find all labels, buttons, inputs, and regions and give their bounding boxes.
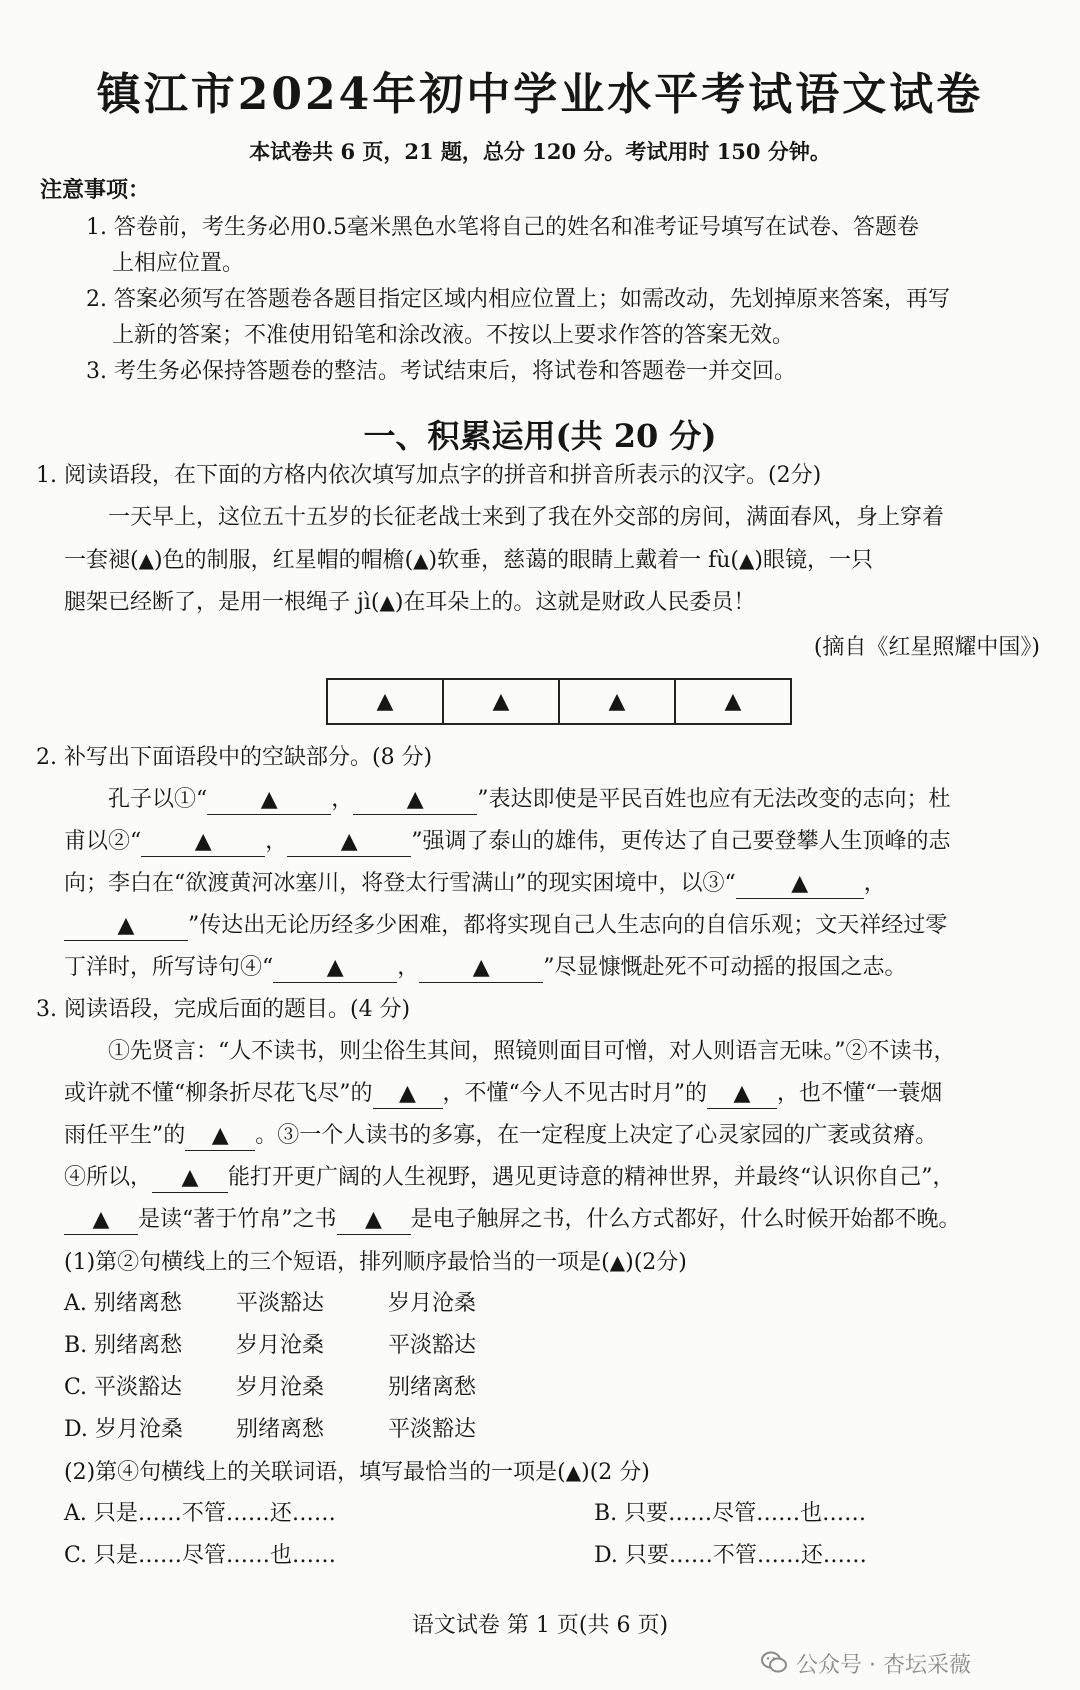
q2-stem: 2. 补写出下面语段中的空缺部分。(8 分) [36,745,433,770]
fill-blank: ▲ [185,1122,255,1151]
q2-line3: 向；李白在“欲渡黄河冰塞川，将登太行雪满山”的现实困境中，以③“ ▲ ， [64,864,886,904]
q3-line5: ▲ 是读“著于竹帛”之书 ▲ 是电子触屏之书，什么方式都好，什么时候开始都不晚。 [64,1200,961,1240]
fill-blank: ▲ [287,828,411,857]
option-b[interactable]: B. 别绪离愁 岁月沧桑 平淡豁达 [64,1333,477,1358]
q2-line4: ▲ ”传达出无论历经多少困难，都将实现自己人生志向的自信乐观；文天祥经过零 [64,906,947,946]
fill-blank: ▲ [273,954,397,983]
q2-line2: 甫以②“ ▲ ， ▲ ”强调了泰山的雄伟，更传达了自己要登攀人生顶峰的志 [64,822,951,862]
q1-stem: 1. 阅读语段，在下面的方格内依次填写加点字的拼音和拼音所表示的汉字。(2分) [36,463,822,488]
fill-blank: ▲ [141,828,265,857]
q1-line2: 一套褪(▲)色的制服，红星帽的帽檐(▲)软垂，慈蔼的眼睛上戴着一 fù(▲)眼镜，一只 [64,540,873,581]
fill-blank: ▲ [207,786,331,815]
q2-line1: 孔子以①“ ▲ ， ▲ ”表达即使是平民百姓也应有无法改变的志向；杜 [108,780,951,820]
notice-heading: 注意事项： [40,177,151,203]
q1-line1: 一天早上，这位五十五岁的长征老战士来到了我在外交部的房间，满面春风，身上穿着 [108,505,945,530]
q3-sub1: (1)第②句横线上的三个短语，排列顺序最恰当的一项是(▲)(2分) [64,1242,687,1283]
notice-1: 1. 答卷前，考生务必用0.5毫米黑色水笔将自己的姓名和准考证号填写在试卷、答题卷 [86,215,919,240]
grid-cell[interactable]: ▲ [328,680,444,723]
grid-cell[interactable]: ▲ [560,680,676,723]
fill-blank: ▲ [736,870,864,899]
answer-grid [326,678,792,725]
fill-blank: ▲ [64,1206,138,1235]
option-a[interactable]: A. 只是……不管……还…… [64,1501,336,1526]
q3-line2: 或许就不懂“柳条折尽花飞尽”的 ▲ ，不懂“今人不见古时月”的 ▲ ，也不懂“一蓑烟 [64,1074,942,1114]
option-d[interactable]: D. 只要……不管……还…… [594,1543,867,1568]
fill-blank: ▲ [353,786,477,815]
notice-1-cont: 上相应位置。 [112,251,245,276]
q1-line3: 腿架已经断了，是用一根绳子 jì(▲)在耳朵上的。这就是财政人民委员！ [64,582,755,623]
answer-triangle: ▲ [565,1460,582,1484]
fill-blank: ▲ [337,1206,411,1235]
option-c[interactable]: C. 只是……尽管……也…… [64,1543,337,1568]
notice-2: 2. 答案必须写在答题卷各题目指定区域内相应位置上；如需改动，先划掉原来答案，再写 [86,287,950,312]
fill-blank: ▲ [373,1080,443,1109]
option-d[interactable]: D. 岁月沧桑 别绪离愁 平淡豁达 [64,1417,477,1442]
watermark-text: 公众号 · 杏坛采薇 [796,1653,971,1678]
option-a[interactable]: A. 别绪离愁 平淡豁达 岁月沧桑 [64,1291,477,1316]
q2-line5: 丁洋时，所写诗句④“ ▲ ， ▲ ”尽显慷慨赴死不可动摇的报国之志。 [64,948,907,988]
wechat-icon [760,1650,788,1674]
answer-triangle: ▲ [138,548,154,572]
option-c[interactable]: C. 平淡豁达 岁月沧桑 别绪离愁 [64,1375,477,1400]
q3-sub2: (2)第④句横线上的关联词语，填写最恰当的一项是(▲)(2 分) [64,1452,650,1493]
grid-cell[interactable]: ▲ [444,680,560,723]
grid-cell[interactable]: ▲ [724,689,742,714]
page-footer: 语文试卷 第 1 页(共 6 页) [411,1613,669,1638]
answer-triangle: ▲ [609,1250,626,1274]
fill-blank: ▲ [64,912,188,941]
exam-info: 本试卷共 6 页，21 题，总分 120 分。考试用时 150 分钟。 [249,139,831,164]
q3-line3: 雨任平生”的 ▲ 。③一个人读书的多寡，在一定程度上决定了心灵家园的广袤或贫瘠。 [64,1116,937,1156]
answer-triangle: ▲ [379,590,395,614]
option-b[interactable]: B. 只要……尽管……也…… [594,1501,867,1526]
q3-line4: ④所以， ▲ 能打开更广阔的人生视野，遇见更诗意的精神世界，并最终“认识你自己”， [64,1158,955,1198]
section-heading: 一、积累运用(共 20 分) [363,417,717,455]
answer-triangle: ▲ [413,548,429,572]
fill-blank: ▲ [707,1080,777,1109]
page-title: 镇江市2024年初中学业水平考试语文试卷 [96,69,984,120]
q3-stem: 3. 阅读语段，完成后面的题目。(4 分) [36,997,411,1022]
fill-blank: ▲ [152,1164,228,1193]
fill-blank: ▲ [419,954,543,983]
q1-source: (摘自《红星照耀中国》) [813,635,1040,660]
q3-line1: ①先贤言：“人不读书，则尘俗生其间，照镜则面目可憎，对人则语言无味。”②不读书， [108,1039,956,1064]
answer-triangle: ▲ [739,548,755,572]
notice-3: 3. 考生务必保持答题卷的整洁。考试结束后，将试卷和答题卷一并交回。 [86,359,796,384]
notice-2-cont: 上新的答案；不准使用铅笔和涂改液。不按以上要求作答的答案无效。 [112,323,795,348]
